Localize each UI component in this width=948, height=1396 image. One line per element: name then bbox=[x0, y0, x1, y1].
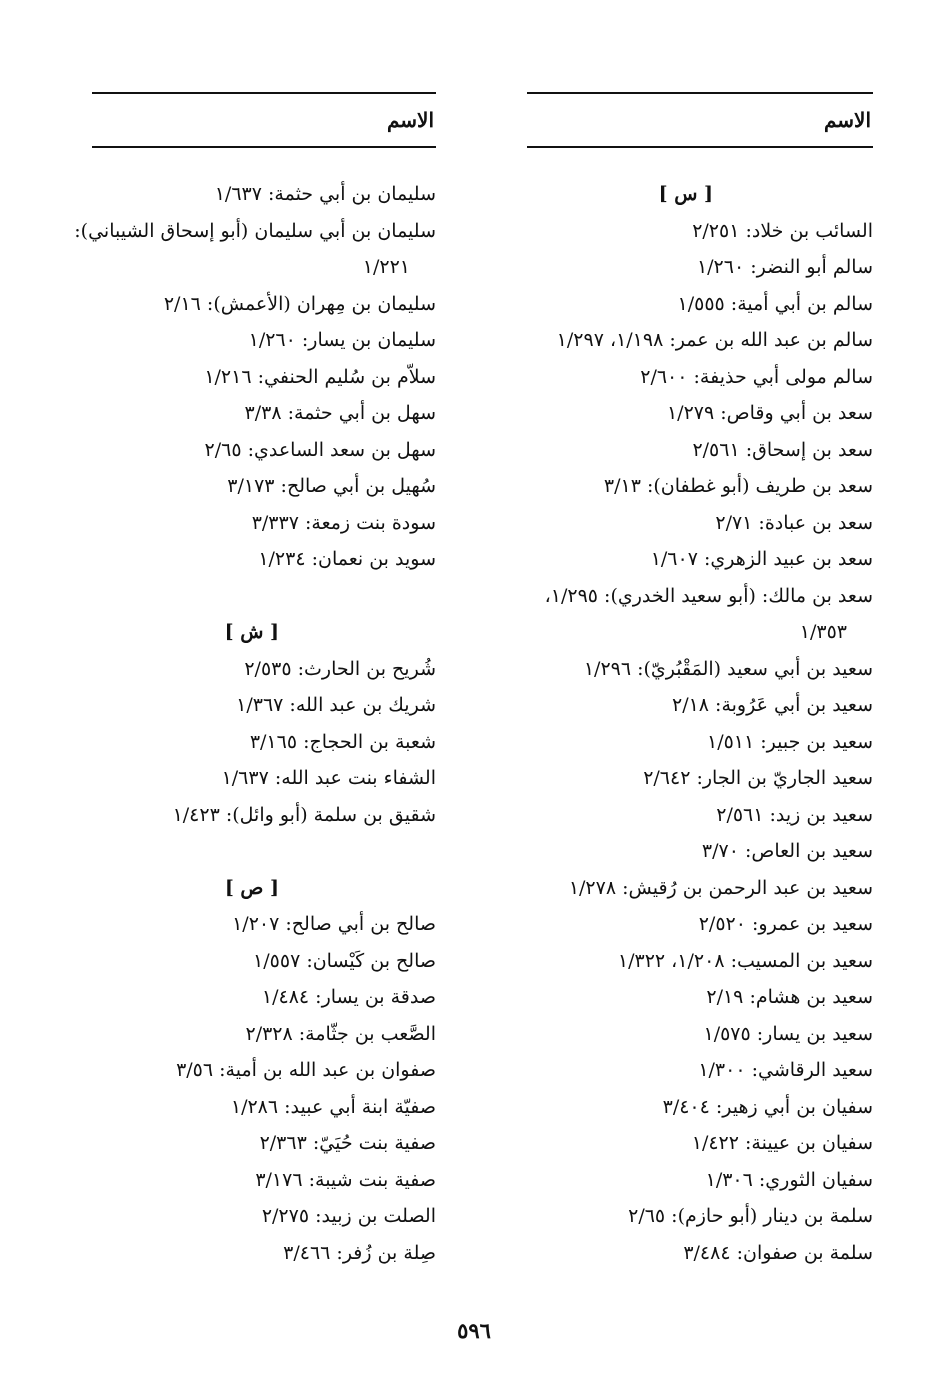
index-entry: الصلت بن زبيد: ٢/٢٧٥ bbox=[261, 1205, 436, 1227]
index-entry: شُريح بن الحارث: ٢/٥٣٥ bbox=[244, 657, 436, 680]
index-entry: سهل بن أبي حثمة: ٣/٣٨ bbox=[244, 402, 436, 424]
index-entry: سعد بن طريف (أبو غطفان): ٣/١٣ bbox=[603, 475, 873, 497]
index-entry: سعيد بن زيد: ٢/٥٦١ bbox=[716, 803, 873, 826]
index-entry: سعيد الجاريّ بن الجار: ٢/٦٤٢ bbox=[643, 767, 873, 789]
left-column bbox=[74, 92, 436, 1271]
index-entry: سعيد بن أبي سعيد (المَقْبُريّ): ١/٢٩٦ bbox=[583, 657, 873, 680]
index-list bbox=[527, 176, 873, 1271]
index-entry: سعد بن مالك: (أبو سعيد الخدري): ١/٢٩٥، bbox=[544, 584, 873, 607]
index-list bbox=[74, 176, 436, 1271]
index-entry: سعد بن أبي وقاص: ١/٢٧٩ bbox=[666, 402, 873, 424]
section-heading-sad: [ ص ] bbox=[224, 876, 279, 899]
index-entry: الشفاء بنت عبد الله: ١/٦٣٧ bbox=[221, 767, 436, 789]
section-spacer bbox=[92, 578, 436, 615]
index-entry: سعيد بن جبير: ١/٥١١ bbox=[707, 730, 873, 753]
index-entry: سلاّم بن سُليم الحنفي: ١/٢١٦ bbox=[204, 365, 436, 388]
index-entry: سعيد بن عبد الرحمن بن رُقيش: ١/٢٧٨ bbox=[568, 876, 873, 899]
index-entry: سعد بن إسحاق: ٢/٥٦١ bbox=[692, 438, 873, 461]
index-entry: سعد بن عبادة: ٢/٧١ bbox=[715, 511, 873, 534]
index-entry: سلمة بن دينار (أبو حازم): ٢/٦٥ bbox=[628, 1205, 873, 1227]
section-heading-sin: [ س ] bbox=[658, 183, 713, 205]
index-entry: سليمان بن مِهران (الأعمش): ٢/١٦ bbox=[163, 292, 436, 315]
index-entry: سعيد بن عمرو: ٢/٥٢٠ bbox=[698, 913, 873, 935]
index-entry-continuation: ١/٢٢١ bbox=[362, 256, 410, 278]
index-entry: سعيد بن يسار: ١/٥٧٥ bbox=[703, 1022, 873, 1045]
index-entry: سعيد بن هشام: ٢/١٩ bbox=[706, 986, 873, 1008]
column-header: الاسم bbox=[527, 92, 873, 148]
index-entry: سعيد بن أبي عَرُوبة: ٢/١٨ bbox=[671, 694, 873, 716]
index-entry: سالم بن أبي أمية: ١/٥٥٥ bbox=[677, 292, 873, 315]
index-entry: شعبة بن الحجاج: ٣/١٦٥ bbox=[249, 730, 436, 753]
index-entry: صفيّة ابنة أبي عبيد: ١/٢٨٦ bbox=[230, 1095, 436, 1118]
page-number: ٥٩٦ bbox=[457, 1318, 491, 1343]
index-entry: سعيد بن العاص: ٣/٧٠ bbox=[701, 840, 873, 862]
index-entry: صالح بن كَيْسان: ١/٥٥٧ bbox=[253, 949, 436, 972]
index-entry: سفيان الثوري: ١/٣٠٦ bbox=[705, 1168, 873, 1191]
index-entry: صدقة بن يسار: ١/٤٨٤ bbox=[261, 986, 436, 1008]
index-entry: الصَّعب بن جثّامة: ٢/٣٢٨ bbox=[245, 1022, 436, 1045]
section-heading-shin: [ ش ] bbox=[224, 621, 279, 643]
index-entry: سفيان بن عيينة: ١/٤٢٢ bbox=[691, 1132, 873, 1154]
index-entry: سالم بن عبد الله بن عمر: ١/١٩٨، ١/٢٩٧ bbox=[556, 329, 873, 351]
section-spacer bbox=[92, 833, 436, 870]
index-entry: سعيد بن المسيب: ١/٢٠٨، ١/٣٢٢ bbox=[617, 949, 873, 972]
index-entry: سالم أبو النضر: ١/٢٦٠ bbox=[696, 256, 873, 278]
index-entry: شريك بن عبد الله: ١/٣٦٧ bbox=[236, 694, 436, 716]
index-entry: سالم مولى أبي حذيفة: ٢/٦٠٠ bbox=[640, 365, 873, 388]
index-entry: سعد بن عبيد الزهري: ١/٦٠٧ bbox=[650, 548, 873, 570]
column-header: الاسم bbox=[92, 92, 436, 148]
index-entry: سهل بن سعد الساعدي: ٢/٦٥ bbox=[204, 438, 436, 461]
index-entry: صالح بن أبي صالح: ١/٢٠٧ bbox=[232, 913, 436, 935]
index-entry: سعيد الرقاشي: ١/٣٠٠ bbox=[698, 1059, 873, 1081]
index-entry: سفيان بن أبي زهير: ٣/٤٠٤ bbox=[662, 1095, 873, 1118]
right-column bbox=[527, 92, 873, 1271]
index-entry: سليمان بن يسار: ١/٢٦٠ bbox=[248, 329, 436, 351]
index-entry: سُهيل بن أبي صالح: ٣/١٧٣ bbox=[227, 475, 436, 497]
index-entry: شقيق بن سلمة (أبو وائل): ١/٤٢٣ bbox=[172, 803, 436, 826]
index-entry: السائب بن خلاد: ٢/٢٥١ bbox=[692, 219, 873, 242]
index-entry: صِلة بن زُفر: ٣/٤٦٦ bbox=[283, 1241, 436, 1264]
index-entry-continuation: ١/٣٥٣ bbox=[799, 621, 847, 643]
index-entry: سليمان بن أبي حثمة: ١/٦٣٧ bbox=[214, 183, 436, 205]
index-entry: صفية بنت حُيَيّ: ٢/٣٦٣ bbox=[259, 1132, 436, 1154]
index-entry: صفوان بن عبد الله بن أمية: ٣/٥٦ bbox=[176, 1059, 436, 1081]
index-entry: سلمة بن صفوان: ٣/٤٨٤ bbox=[683, 1241, 873, 1264]
index-entry: سويد بن نعمان: ١/٢٣٤ bbox=[258, 548, 436, 570]
index-entry: صفية بنت شيبة: ٣/١٧٦ bbox=[255, 1168, 436, 1191]
index-entry: سودة بنت زمعة: ٣/٣٣٧ bbox=[251, 511, 436, 534]
index-entry: سليمان بن أبي سليمان (أبو إسحاق الشيباني): bbox=[74, 219, 436, 242]
